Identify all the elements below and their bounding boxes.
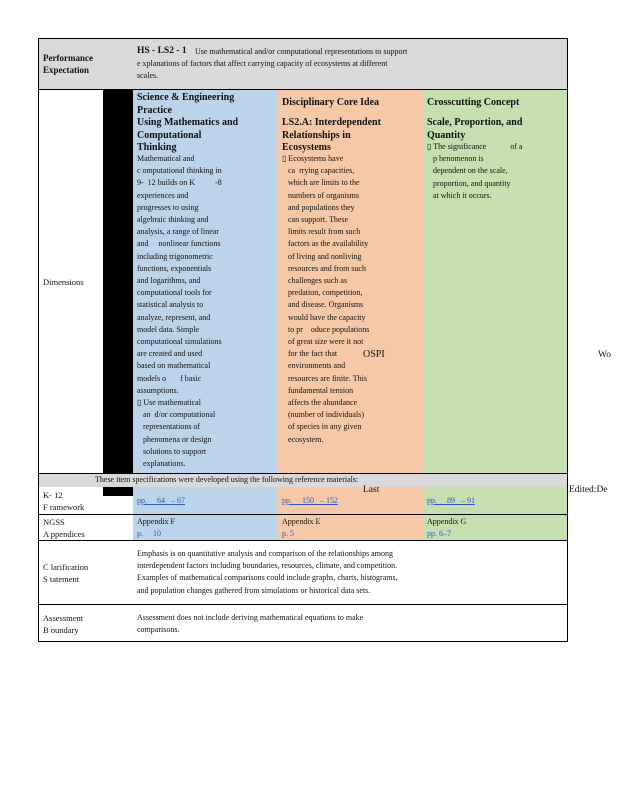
sep-body-line: analyze, represent, and [137, 312, 211, 322]
ngss-dci-appendix: Appendix E p. 5 [282, 516, 320, 540]
dci-body-line: resources are finite. This [282, 373, 367, 383]
edited-overlay-text: Edited:De [569, 485, 608, 495]
dci-body-line: challenges such as [282, 276, 348, 286]
sep-body-line: and logarithms, and [137, 276, 201, 286]
dci-body-line: ecosystem. [282, 434, 324, 444]
ccc-body-line: dependent on the scale, [427, 166, 508, 176]
dci-body-line: of great size were it not [282, 337, 364, 347]
ccc-body-line: p henomenon is [427, 154, 484, 164]
dci-body-line: (number of individuals) [282, 410, 364, 420]
dci-body-line: environments and [282, 361, 346, 371]
sep-body-line: including trigonometric [137, 251, 213, 261]
ccc-subheading: Scale, Proportion, and Quantity [427, 117, 523, 141]
dci-body-line: ca rrying capacities, [282, 166, 355, 176]
dci-body-line: factors as the availability [282, 239, 369, 249]
dci-body-line: to pr oduce populations [282, 324, 370, 334]
dci-body-line: affects the abundance [282, 398, 358, 408]
ccc-body-line: ▯ The significance of a [427, 142, 523, 151]
sep-body-line: explanations. [137, 459, 186, 469]
ccc-body [427, 141, 567, 202]
sep-heading: Science & Engineering Practice Using Mathematics and Computational Thinking [137, 92, 239, 153]
pe-text: Use mathematical and/or computational representations to support e xplanations of factors that affect carrying capacity of ecosystems at different scales. [137, 47, 408, 81]
clarification-line: and population changes gathered from simulations or historical data sets. [137, 585, 371, 595]
sep-body-line: algebraic thinking and [137, 215, 209, 225]
sep-body-line: analysis, a range of linear [137, 227, 219, 237]
ospi-overlay-text: OSPI [363, 349, 385, 360]
k12-sep-pages-link[interactable]: pp. 64 – 67 [137, 496, 185, 505]
sep-body-line: an d/or computational [137, 410, 216, 420]
sep-body [137, 153, 277, 470]
k12-label: K- 12 F ramework [43, 490, 85, 512]
sep-body-line: computational tools for [137, 288, 212, 298]
sep-body-line: computational simulations [137, 337, 222, 347]
k12-ccc-pages-link[interactable]: pp. 89 – 91 [427, 496, 475, 505]
clarification-row-divider [39, 604, 567, 605]
dci-body-line: would have the capacity [282, 312, 366, 322]
dimensions-label: Dimensions [43, 277, 84, 287]
dci-body [282, 153, 422, 446]
clarification-line: interdependent factors including boundaries, resources, climate, and competition. [137, 561, 398, 571]
dci-body-line: and populations they [282, 202, 355, 212]
ccc-body-line: at which it occurs. [427, 190, 492, 200]
k12-dci-pages-link[interactable]: pp. 150 – 152 [282, 496, 338, 505]
ngss-ccc-appendix: Appendix G pp. 6–7 [427, 516, 466, 540]
ngss-dci-page: p. 5 [282, 529, 294, 539]
sep-body-line: based on mathematical [137, 361, 211, 371]
dci-body-line: can support. These [282, 215, 349, 225]
sep-body-line: representations of [137, 422, 201, 432]
ngss-sep-page: p. 10 [137, 529, 161, 539]
black-bar [103, 90, 133, 473]
clarification-line: Emphasis is on quantitative analysis and comparison of the relationships among [137, 549, 393, 558]
assessment-text: Assessment does not include deriving mathematical equations to make comparisons. [137, 613, 364, 635]
sep-body-line: experiences and [137, 190, 189, 200]
pe-code: HS - LS2 - 1 [137, 46, 187, 56]
sep-body-line: Mathematical and [137, 154, 195, 163]
pe-label: Performance Expectation [43, 53, 93, 75]
sep-body-line: progresses to using [137, 202, 199, 212]
dci-body-line: predation, competition, [282, 288, 363, 298]
dci-body-line: of living and nonliving [282, 251, 362, 261]
sep-body-line: 9- 12 builds on K -8 [137, 178, 222, 188]
dci-body-line: fundamental tension [282, 385, 354, 395]
dci-body-line: of species in any given [282, 422, 362, 432]
sep-body-line: solutions to support [137, 446, 207, 456]
dci-body-line: numbers of organisms [282, 190, 359, 200]
sep-body-line: assumptions. [137, 385, 179, 395]
ccc-heading: Crosscutting Concept [427, 97, 520, 108]
sep-body-line: models o f basic [137, 373, 202, 383]
dci-body-line: limits result from such [282, 227, 361, 237]
wo-overlay-text: Wo [598, 350, 611, 360]
ngss-sep-appendix: Appendix F p. 10 [137, 516, 175, 540]
clarification-text [137, 548, 557, 597]
dci-body-line: for the fact that [282, 349, 338, 359]
dci-body-line: and disease. Organisms [282, 300, 364, 310]
dci-heading: Disciplinary Core Idea [282, 97, 380, 108]
last-overlay-text: Last [363, 485, 380, 495]
sep-body-line: c omputational thinking in [137, 166, 222, 176]
dci-subheading: LS2.A: Interdependent Relationships in Ecosystems [282, 117, 381, 153]
sep-body-line: phenomena or design [137, 434, 212, 444]
sep-body-line: functions, exponentials [137, 263, 212, 273]
clarification-line: Examples of mathematical comparisons could include graphs, charts, histograms, [137, 573, 398, 583]
k12-black-block [103, 487, 133, 496]
sep-body-line: statistical analysis to [137, 300, 204, 310]
sep-body-line: and nonlinear functions [137, 239, 221, 249]
sep-body-line: model data. Simple [137, 324, 199, 334]
sep-body-line: are created and used [137, 349, 203, 359]
assessment-label: Assessment B oundary [43, 613, 84, 635]
dci-body-line: which are limits to the [282, 178, 360, 188]
clarification-label: C larification S tatement [43, 562, 89, 584]
sep-body-line: ▯ Use mathematical [137, 398, 201, 408]
ngss-label: NGSS A ppendices [43, 517, 85, 539]
dci-body-line: resources and from such [282, 263, 366, 273]
reference-note: These item specifications were developed using the following reference materials: [95, 475, 359, 484]
ccc-body-line: proportion, and quantity [427, 178, 511, 188]
ngss-ccc-page: pp. 6–7 [427, 529, 451, 539]
dci-body-line: ▯ Ecosystems have [282, 154, 344, 163]
